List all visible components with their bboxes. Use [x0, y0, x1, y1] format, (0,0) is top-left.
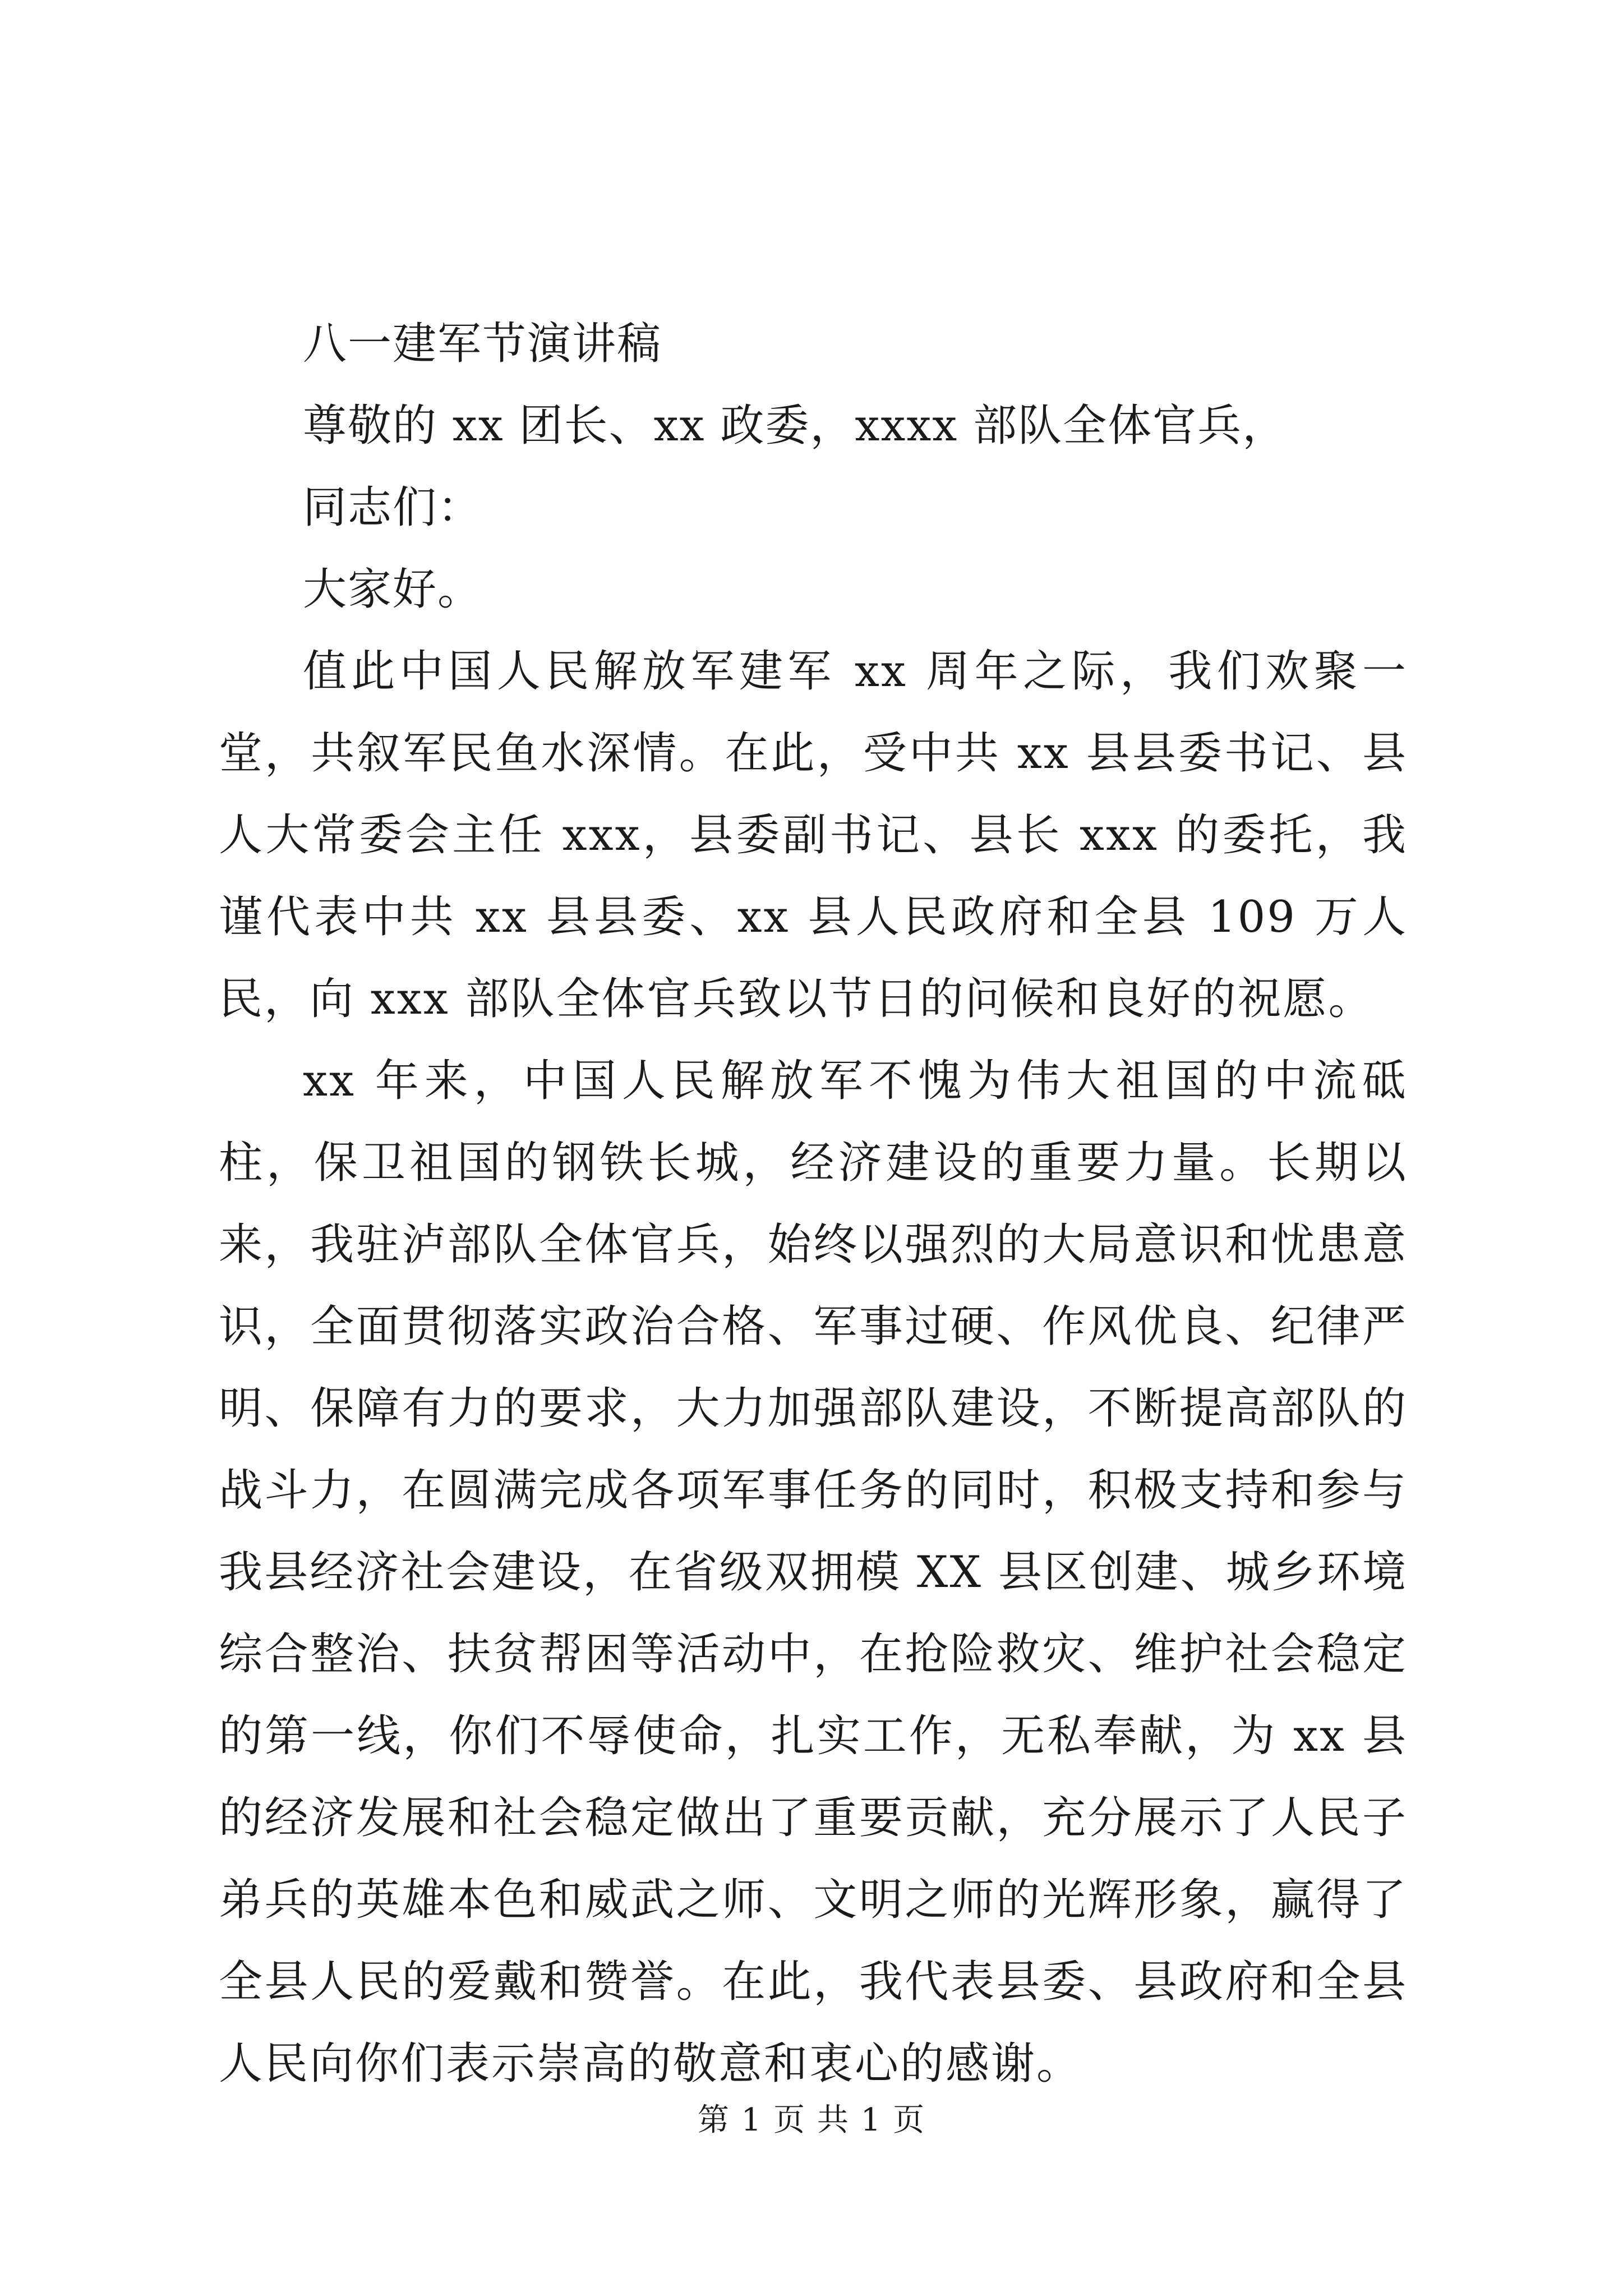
paragraph: 值此中国人民解放军建军 xx 周年之际，我们欢聚一堂，共叙军民鱼水深情。在此，受中共 xx 县县委书记、县人大常委会主任 xxx，县委副书记、县长 xxx 的委托，我谨代表中共 xx 县县委、xx 县人民政府和全县 109 万人民，向 xxx 部队全体官兵致以节日的问候和良好的祝愿。 [219, 646, 1408, 1024]
page-footer: 第 1 页 共 1 页 [697, 2102, 926, 2138]
address: 同志们： [303, 482, 483, 533]
document-title: 八一建军节演讲稿 [303, 319, 662, 369]
paragraph: xx 年来，中国人民解放军不愧为伟大祖国的中流砥柱，保卫祖国的钢铁长城，经济建设的重要力量。长期以来，我驻泸部队全体官兵，始终以强烈的大局意识和忧患意识，全面贯彻落实政治合格、军事过硬、作风优良、纪律严明、保障有力的要求，大力加强部队建设，不断提高部队的战斗力，在圆满完成各项军事任务的同时，积极支持和参与我县经济社会建设，在省级双拥模 XX 县区创建、城乡环境综合整治、扶贫帮困等活动中，在抢险救灾、维护社会稳定的第一线，你们不辱使命，扎实工作，无私奉献，为 xx 县的经济发展和社会稳定做出了重要贡献，充分展示了人民子弟兵的英雄本色和威武之师、文明之师的光辉形象，赢得了全县人民的爱戴和赞誉。在此，我代表县委、县政府和全县人民向你们表示崇高的敬意和衷心的感谢。 [219, 1056, 1408, 2089]
document-body [219, 303, 1408, 2105]
greeting: 大家好。 [303, 564, 483, 615]
salutation: 尊敬的 xx 团长、xx 政委，xxxx 部队全体官兵， [303, 401, 1288, 451]
